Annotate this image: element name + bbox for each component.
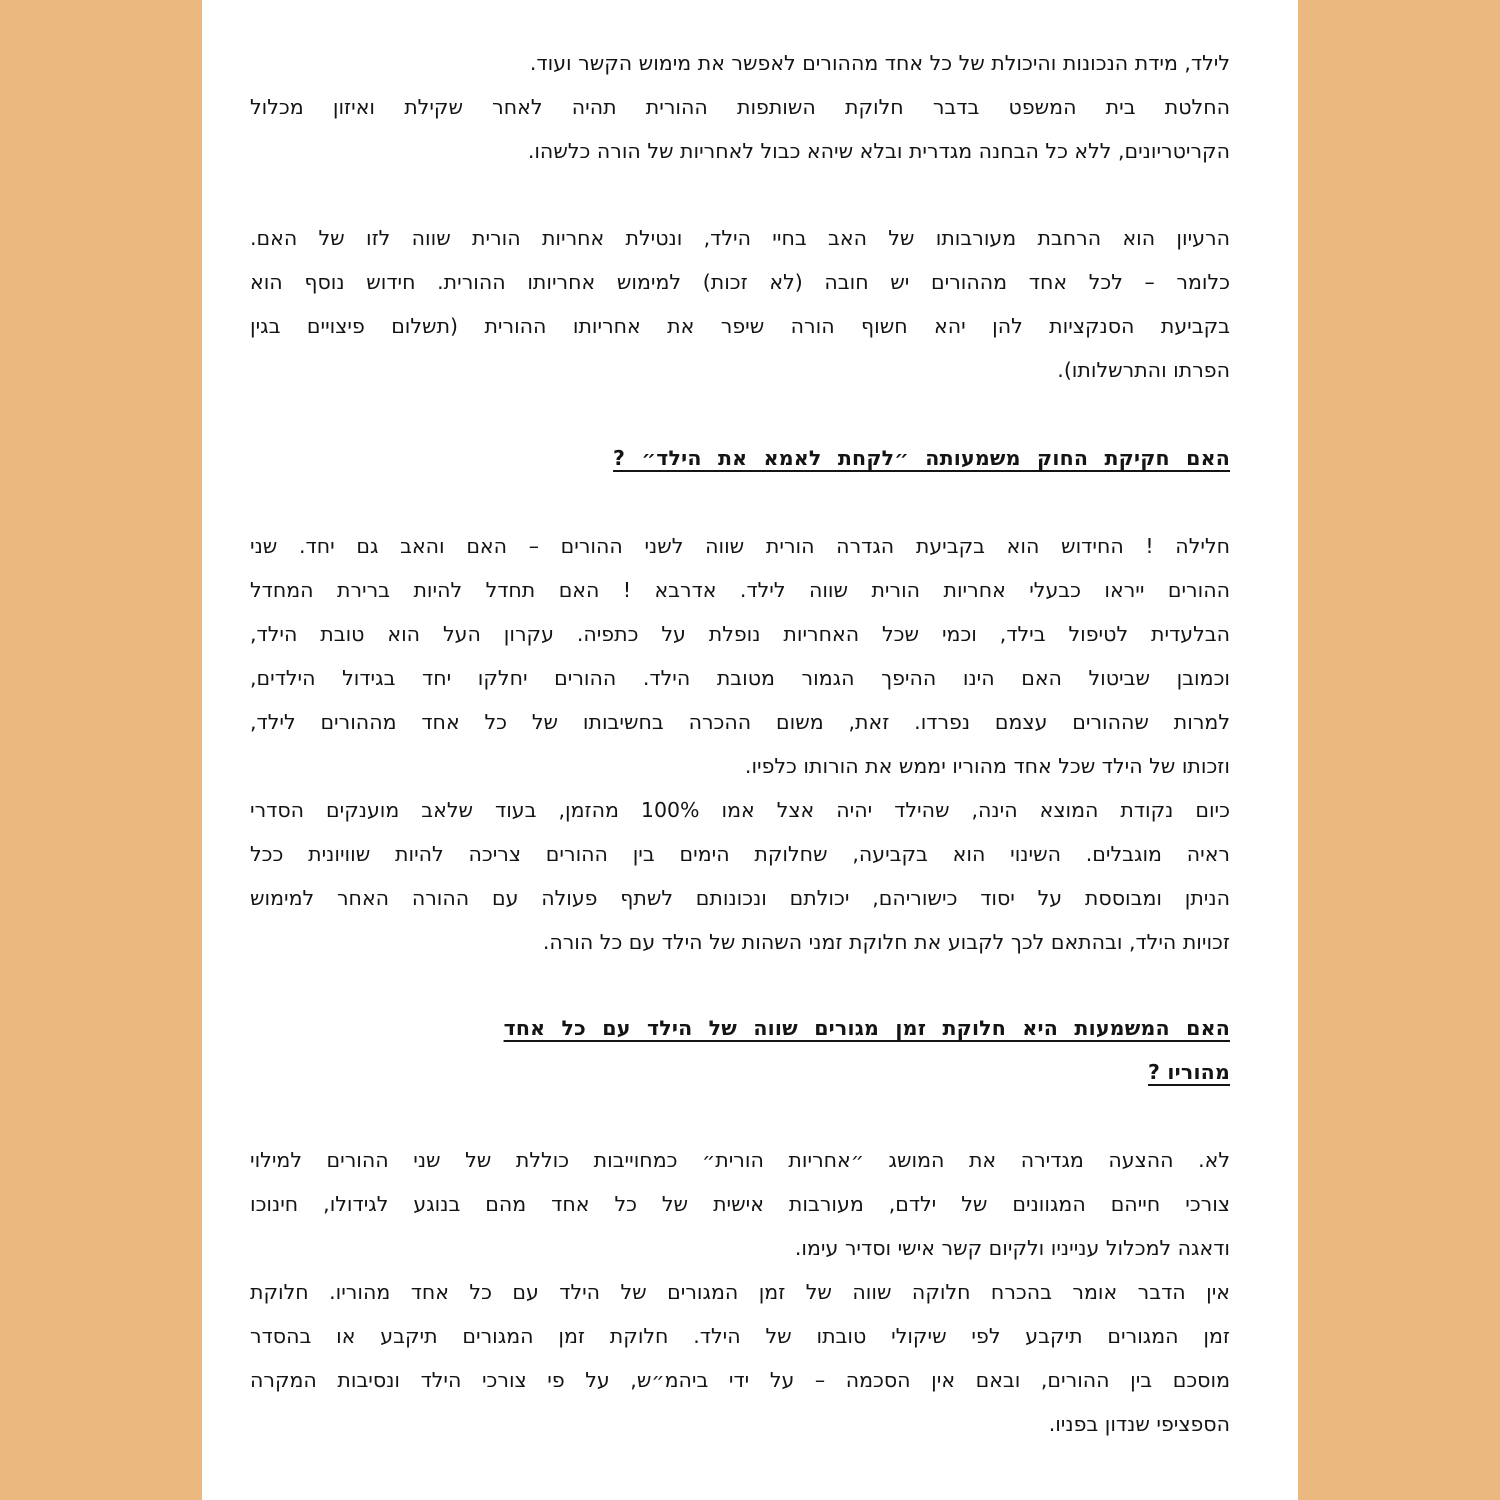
paragraph-line: ודאגה למכלול ענייניו ולקיום קשר אישי וסדיר עימו. <box>794 1236 1230 1260</box>
paragraph-line: וכמובן שביטול האם הינו ההיפך הגמור מטובת הילד. ההורים יחלקו יחד בגידול הילדים, <box>250 666 1230 690</box>
paragraph-line: הפרתו והתרשלותו). <box>1057 358 1230 382</box>
paragraph-line: אין הדבר אומר בהכרח חלוקה שווה של זמן המגורים של הילד עם כל אחד מהוריו. חלוקת <box>250 1280 1230 1304</box>
paragraph-line: הבלעדית לטיפול בילד, וכמי שכל האחריות נופלת על כתפיה. עקרון העל הוא טובת הילד, <box>250 622 1230 646</box>
paragraph-line: החלטת בית המשפט בדבר חלוקת השותפות ההורית תהיה לאחר שקילת ואיזון מכלול <box>250 95 1230 119</box>
paragraph-line: חלילה ! החידוש הוא בקביעת הגדרה הורית שווה לשני ההורים – האם והאב גם יחד. שני <box>250 534 1230 558</box>
heading-line: האם חקיקת החוק משמעותה ״לקחת לאמא את הילד״ ? <box>613 446 1230 470</box>
paragraph-2 <box>250 216 1230 392</box>
paragraph-line: צורכי חייהם המגוונים של ילדם, מעורבות אישית של כל אחד מהם בנוגע לגידולו, חינוכו <box>250 1192 1230 1216</box>
paragraph-line: מוסכם בין ההורים, ובאם אין הסכמה – על ידי ביהמ״ש, על פי צורכי הילד ונסיבות המקרה <box>250 1368 1230 1392</box>
section-heading-1 <box>250 436 1230 480</box>
paragraph-line: לילד, מידת הנכונות והיכולת של כל אחד מההורים לאפשר את מימוש הקשר ועוד. <box>529 51 1230 75</box>
paragraph-line: כלומר – לכל אחד מההורים יש חובה (לא זכות) למימוש אחריותו ההורית. חידוש נוסף הוא <box>250 270 1230 294</box>
heading-line: האם המשמעות היא חלוקת זמן מגורים שווה של הילד עם כל אחד <box>503 1016 1230 1040</box>
paragraph-line: הרעיון הוא הרחבת מעורבותו של האב בחיי הילד, ונטילת אחריות הורית שווה לזו של האם. <box>250 226 1230 250</box>
paragraph-line: בקביעת הסנקציות להן יהא חשוף הורה שיפר את אחריותו ההורית (תשלום פיצויים בגין <box>250 314 1230 338</box>
heading-line: מהוריו ? <box>1148 1060 1230 1084</box>
paragraph-line: למרות שההורים עצמם נפרדו. זאת, משום ההכרה בחשיבותו של כל אחד מההורים לילד, <box>250 710 1230 734</box>
paragraph-line: הניתן ומבוססת על יסוד כישוריהם, יכולתם ונכונותם לשתף פעולה עם ההורה האחר למימוש <box>250 886 1230 910</box>
paragraph-4 <box>250 1138 1230 1446</box>
paragraph-line: הספציפי שנדון בפניו. <box>1048 1412 1230 1436</box>
paragraph-line: הקריטריונים, ללא כל הבחנה מגדרית ובלא שיהא כבול לאחריות של הורה כלשהו. <box>527 139 1230 163</box>
paragraph-line: זמן המגורים תיקבע לפי שיקולי טובתו של הילד. חלוקת זמן המגורים תיקבע או בהסדר <box>250 1324 1230 1348</box>
paragraph-line: ההורים ייראו כבעלי אחריות הורית שווה לילד. אדרבא ! האם תחדל להיות ברירת המחדל <box>250 578 1230 602</box>
paragraph-line: ראיה מוגבלים. השינוי הוא בקביעה, שחלוקת הימים בין ההורים צריכה להיות שוויונית ככל <box>250 842 1230 866</box>
paragraph-line: זכויות הילד, ובהתאם לכך לקבוע את חלוקת זמני השהות של הילד עם כל הורה. <box>542 930 1230 954</box>
paragraph-3 <box>250 524 1230 964</box>
paragraph-line: וזכותו של הילד שכל אחד מהוריו יממש את הורותו כלפיו. <box>744 754 1230 778</box>
paragraph-1 <box>250 41 1230 173</box>
document-page <box>202 0 1298 1500</box>
paragraph-line: לא. ההצעה מגדירה את המושג ״אחריות הורית״ כמחוייבות כוללת של שני ההורים למילוי <box>250 1148 1230 1172</box>
section-heading-2 <box>250 1006 1230 1094</box>
paragraph-line: כיום נקודת המוצא הינה, שהילד יהיה אצל אמו 100% מהזמן, בעוד שלאב מוענקים הסדרי <box>250 798 1230 822</box>
